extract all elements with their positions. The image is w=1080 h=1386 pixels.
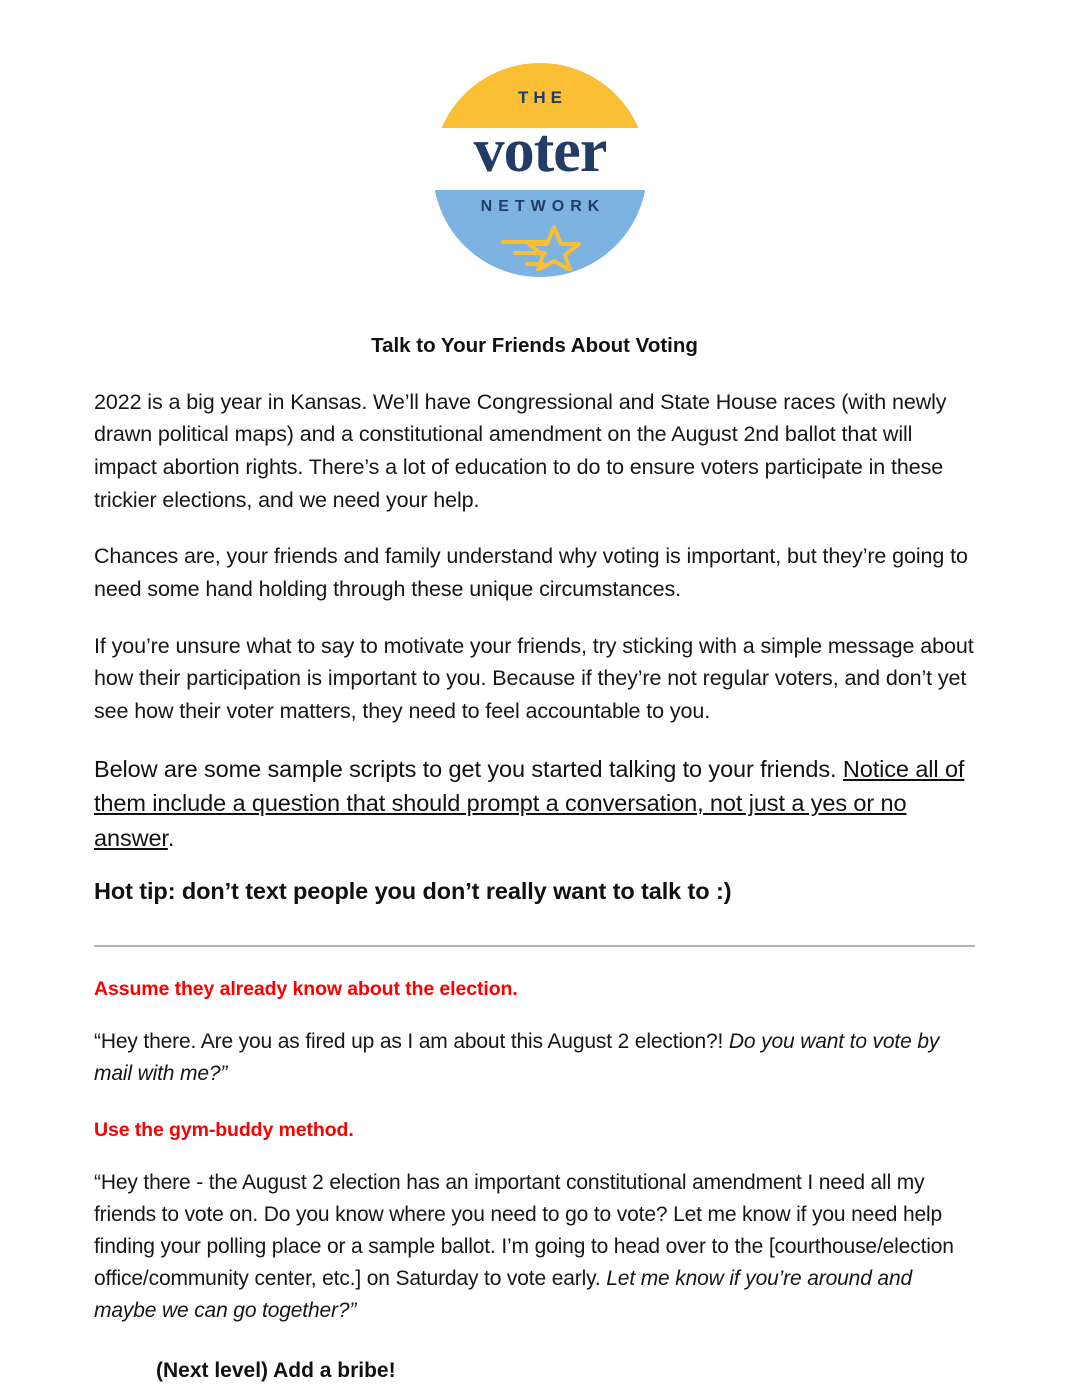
lead-plain-start: Below are some sample scripts to get you started talking to your friends.	[94, 755, 843, 782]
script-quote-2	[94, 1167, 975, 1327]
intro-paragraph-3: If you’re unsure what to say to motivate your friends, try sticking with a simple message about how their participation is important to you. Because if they’re not regular voters, and don’t yet see how their voter matters, they need to feel accountable to you.	[94, 633, 974, 724]
voter-network-logo	[433, 63, 647, 277]
next-level-note: (Next level) Add a bribe!	[156, 1358, 396, 1382]
logo-the-text: THE	[518, 88, 567, 107]
lead-plain-end: .	[167, 825, 175, 852]
script-1-closing-quote: ”	[220, 1062, 228, 1086]
lead-underlined-text: Notice all of them include a question that should prompt a conversation, not just a yes or no answer	[94, 755, 965, 852]
hot-tip-text: Hot tip: don’t text people you don’t really want to talk to :)	[94, 878, 732, 905]
script-1-italic: Do you want to vote by mail with me?	[94, 1030, 940, 1086]
script-2-plain: “Hey there - the August 2 election has an important constitutional amendment I need all my friends to vote on. Do you know where you need to go to vote? Let me know if you need help finding your polling place or a sample ballot. I’m going to head over to the [courthouse/election office/community center, etc.] on Saturday to vote early.	[94, 1171, 954, 1290]
page-title: Talk to Your Friends About Voting	[371, 334, 698, 357]
document-content	[94, 332, 975, 1386]
section-divider	[94, 945, 975, 947]
intro-paragraph-2: Chances are, your friends and family understand why voting is important, but they’re going to need some hand holding through these unique circumstances.	[94, 544, 968, 602]
intro-paragraph-1: 2022 is a big year in Kansas. We’ll have Congressional and State House races (with newly drawn political maps) and a constitutional amendment on the August 2nd ballot that will impact abortion rights. There’s a lot of education to do to ensure voters participate in these trickier elections, and we need your help.	[94, 389, 947, 512]
script-2-closing-quote: ”	[349, 1298, 357, 1322]
script-2-italic: Let me know if you’re around and maybe we can go together?	[94, 1267, 913, 1322]
logo-network-text: NETWORK	[480, 198, 606, 215]
script-heading-1: Assume they already know about the election.	[94, 977, 518, 1000]
script-heading-2: Use the gym-buddy method.	[94, 1118, 354, 1141]
logo-voter-wordmark: voter	[473, 117, 607, 185]
star-with-motion-lines-icon	[497, 225, 583, 271]
logo-container	[0, 63, 1080, 277]
script-1-plain: “Hey there. Are you as fired up as I am about this August 2 election?!	[94, 1030, 729, 1054]
lead-paragraph	[94, 752, 975, 856]
script-quote-1	[94, 1026, 975, 1090]
